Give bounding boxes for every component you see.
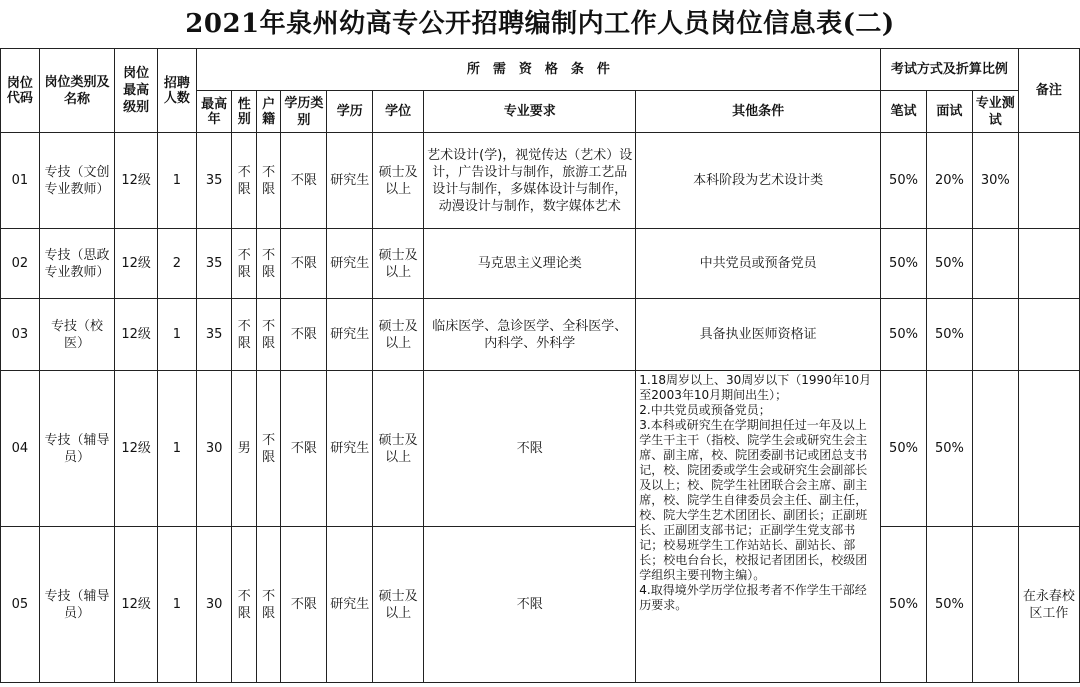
page-title: 2021年泉州幼高专公开招聘编制内工作人员岗位信息表(二) xyxy=(185,9,895,39)
header-edu-type: 学历类别 xyxy=(281,91,327,133)
cell-max-age: 35 xyxy=(196,299,232,371)
header-interview: 面试 xyxy=(926,91,972,133)
cell-interview: 50% xyxy=(926,527,972,683)
cell-edu: 研究生 xyxy=(327,299,373,371)
cell-edu: 研究生 xyxy=(327,371,373,527)
cell-hukou: 不限 xyxy=(256,527,280,683)
table-row xyxy=(1,527,1080,683)
cell-count: 1 xyxy=(158,299,197,371)
cell-code: 01 xyxy=(1,133,40,229)
cell-max-age: 35 xyxy=(196,229,232,299)
cell-interview: 50% xyxy=(926,299,972,371)
cell-degree: 硕士及以上 xyxy=(373,229,424,299)
table-row xyxy=(1,133,1080,229)
header-degree: 学位 xyxy=(373,91,424,133)
cell-edu-type: 不限 xyxy=(281,229,327,299)
cell-category: 专技（文创专业教师） xyxy=(39,133,114,229)
cell-remark xyxy=(1018,371,1079,527)
table-row xyxy=(1,229,1080,299)
cell-code: 02 xyxy=(1,229,40,299)
cell-level: 12级 xyxy=(115,527,158,683)
cell-remark xyxy=(1018,299,1079,371)
cell-interview: 20% xyxy=(926,133,972,229)
cell-prof-test xyxy=(972,371,1018,527)
cell-gender: 不限 xyxy=(232,229,256,299)
cell-written: 50% xyxy=(881,229,927,299)
cell-level: 12级 xyxy=(115,133,158,229)
header-exam: 考试方式及折算比例 xyxy=(881,49,1019,91)
cell-other-shared: 1.18周岁以上、30周岁以下（1990年10月至2003年10月期间出生）； 2.中共党员或预备党员； 3.本科或研究生在学期间担任过一年及以上学生干主干（指校、院学生会或研究生会主席、副主席，校、院团委副书记或团总支书记，校、院团委或学生会或研究生会副部长及以上；校、院学生社团联合会主席、副主席，校、院学生自律委员会主任、副主任，校、院大学生艺术团团长、副团长；正副班长、正副团支部书记；正副学生党支部书记；校易班学生工作站站长、副站长、部长；校电台台长，校报记者团团长，校级团学组织主要刊物主编）。 4.取得境外学历学位报考者不作学生干部经历要求。 xyxy=(636,371,881,683)
cell-remark xyxy=(1018,229,1079,299)
cell-category: 专技（校医） xyxy=(39,299,114,371)
position-table xyxy=(0,48,1080,683)
cell-major: 不限 xyxy=(424,371,636,527)
cell-other: 中共党员或预备党员 xyxy=(636,229,881,299)
cell-count: 1 xyxy=(158,527,197,683)
header-level: 岗位最高级别 xyxy=(115,49,158,133)
cell-prof-test: 30% xyxy=(972,133,1018,229)
cell-written: 50% xyxy=(881,133,927,229)
cell-written: 50% xyxy=(881,371,927,527)
header-major: 专业要求 xyxy=(424,91,636,133)
cell-category: 专技（思政专业教师） xyxy=(39,229,114,299)
cell-hukou: 不限 xyxy=(256,229,280,299)
cell-count: 1 xyxy=(158,371,197,527)
header-other: 其他条件 xyxy=(636,91,881,133)
cell-prof-test xyxy=(972,527,1018,683)
cell-major: 不限 xyxy=(424,527,636,683)
cell-degree: 硕士及以上 xyxy=(373,299,424,371)
header-written: 笔试 xyxy=(881,91,927,133)
cell-prof-test xyxy=(972,229,1018,299)
cell-written: 50% xyxy=(881,299,927,371)
cell-category: 专技（辅导员） xyxy=(39,371,114,527)
cell-edu-type: 不限 xyxy=(281,133,327,229)
cell-code: 04 xyxy=(1,371,40,527)
cell-other: 具备执业医师资格证 xyxy=(636,299,881,371)
table-row xyxy=(1,371,1080,527)
header-edu: 学历 xyxy=(327,91,373,133)
cell-edu-type: 不限 xyxy=(281,371,327,527)
cell-level: 12级 xyxy=(115,299,158,371)
cell-degree: 硕士及以上 xyxy=(373,371,424,527)
cell-max-age: 35 xyxy=(196,133,232,229)
cell-degree: 硕士及以上 xyxy=(373,527,424,683)
cell-level: 12级 xyxy=(115,371,158,527)
cell-gender: 不限 xyxy=(232,527,256,683)
cell-count: 1 xyxy=(158,133,197,229)
cell-interview: 50% xyxy=(926,371,972,527)
cell-interview: 50% xyxy=(926,229,972,299)
cell-hukou: 不限 xyxy=(256,371,280,527)
header-remark: 备注 xyxy=(1018,49,1079,133)
cell-edu: 研究生 xyxy=(327,229,373,299)
cell-edu: 研究生 xyxy=(327,133,373,229)
cell-prof-test xyxy=(972,299,1018,371)
header-category: 岗位类别及名称 xyxy=(39,49,114,133)
cell-code: 03 xyxy=(1,299,40,371)
cell-degree: 硕士及以上 xyxy=(373,133,424,229)
header-prof-test: 专业测试 xyxy=(972,91,1018,133)
cell-edu-type: 不限 xyxy=(281,527,327,683)
cell-gender: 不限 xyxy=(232,299,256,371)
cell-edu-type: 不限 xyxy=(281,299,327,371)
cell-major: 临床医学、急诊医学、全科医学、内科学、外科学 xyxy=(424,299,636,371)
cell-edu: 研究生 xyxy=(327,527,373,683)
cell-major: 马克思主义理论类 xyxy=(424,229,636,299)
cell-max-age: 30 xyxy=(196,371,232,527)
cell-code: 05 xyxy=(1,527,40,683)
cell-other: 本科阶段为艺术设计类 xyxy=(636,133,881,229)
cell-hukou: 不限 xyxy=(256,133,280,229)
cell-max-age: 30 xyxy=(196,527,232,683)
cell-major: 艺术设计(学)，视觉传达（艺术）设计，广告设计与制作，旅游工艺品设计与制作，多媒体设计与制作，动漫设计与制作，数字媒体艺术 xyxy=(424,133,636,229)
header-count: 招聘人数 xyxy=(158,49,197,133)
header-code: 岗位代码 xyxy=(1,49,40,133)
cell-level: 12级 xyxy=(115,229,158,299)
header-gender: 性别 xyxy=(232,91,256,133)
cell-written: 50% xyxy=(881,527,927,683)
cell-category: 专技（辅导员） xyxy=(39,527,114,683)
table-row xyxy=(1,299,1080,371)
cell-count: 2 xyxy=(158,229,197,299)
cell-gender: 男 xyxy=(232,371,256,527)
header-max-age: 最高年 xyxy=(196,91,232,133)
cell-gender: 不限 xyxy=(232,133,256,229)
cell-hukou: 不限 xyxy=(256,299,280,371)
cell-remark: 在永春校区工作 xyxy=(1018,527,1079,683)
header-hukou: 户籍 xyxy=(256,91,280,133)
header-requirements: 所 需 资 格 条 件 xyxy=(196,49,880,91)
cell-remark xyxy=(1018,133,1079,229)
